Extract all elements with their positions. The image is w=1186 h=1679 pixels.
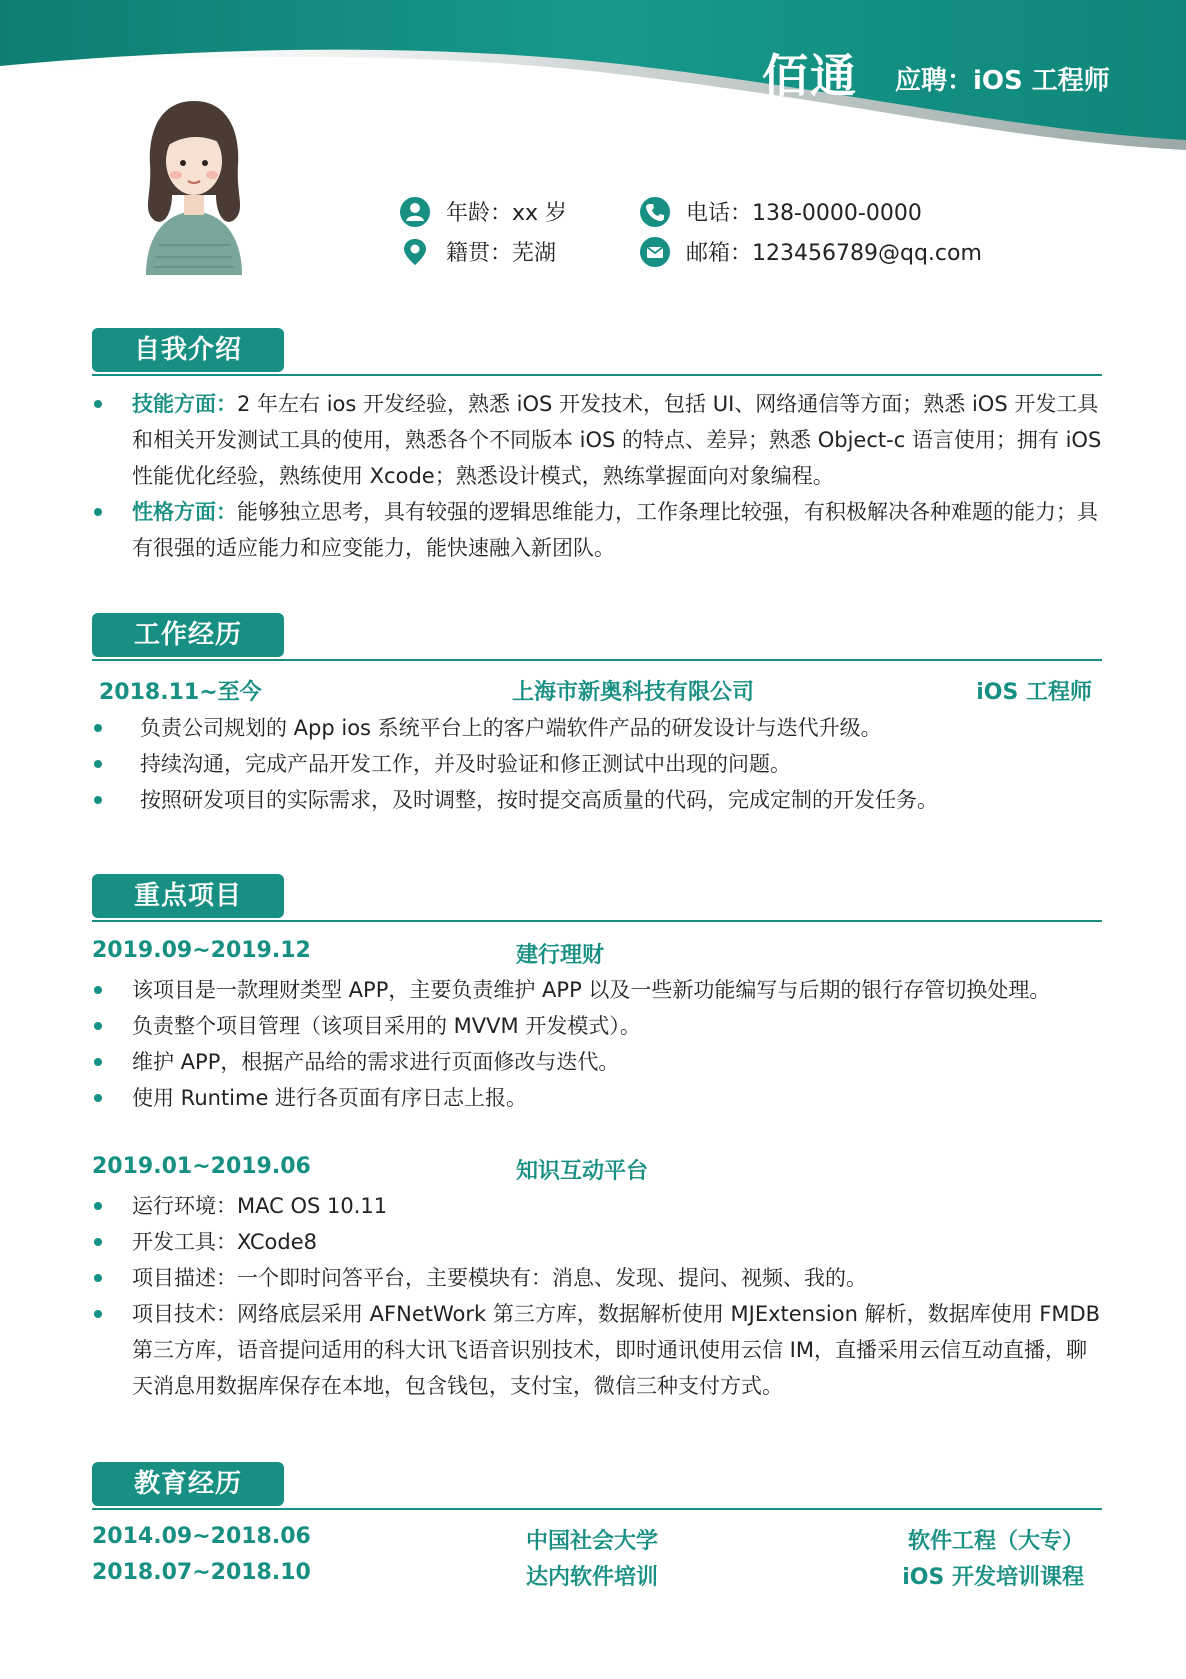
info-age [400, 196, 567, 227]
section-divider [92, 659, 1102, 661]
candidate-name: 佰通 [762, 49, 858, 103]
list-item: 维护 APP，根据产品给的需求进行页面修改与迭代。 [92, 1044, 1102, 1080]
list-item: 运行环境：MAC OS 10.11 [92, 1188, 1102, 1224]
section-title: 教育经历 [92, 1462, 284, 1506]
work-list [92, 710, 1102, 818]
project-header [92, 938, 1102, 970]
location-pin-icon [400, 237, 430, 267]
skills-text: 2 年左右 ios 开发经验，熟悉 iOS 开发技术，包括 UI、网络通信等方面；熟悉 iOS 开发工具和相关开发测试工具的使用，熟悉各个不同版本 iOS 的特点、差异；熟悉 Object-c 语言使用；拥有 iOS 性能优化经验，熟练使用 Xcode；熟悉设计模式，熟练掌握面向对象编程。 [132, 392, 1102, 488]
work-company: 上海市新奥科技有限公司 [512, 680, 755, 705]
email-text: 邮箱：123456789@qq.com [686, 241, 982, 266]
list-item: 负责整个项目管理（该项目采用的 MVVM 开发模式）。 [92, 1008, 1102, 1044]
list-item: 负责公司规划的 App ios 系统平台上的客户端软件产品的研发设计与迭代升级。 [92, 710, 1102, 746]
list-item: 项目描述：一个即时问答平台，主要模块有：消息、发现、提问、视频、我的。 [92, 1260, 1102, 1296]
avatar [138, 95, 250, 275]
project-list [92, 1188, 1102, 1404]
education-major: iOS 开发培训课程 [902, 1565, 1084, 1590]
section-divider [92, 374, 1102, 376]
section-title: 自我介绍 [92, 328, 284, 372]
education-row [92, 1560, 1102, 1592]
phone-text: 电话：138-0000-0000 [686, 201, 922, 226]
list-item: 持续沟通，完成产品开发工作，并及时验证和修正测试中出现的问题。 [92, 746, 1102, 782]
mail-icon [640, 237, 670, 267]
work-period: 2018.11~至今 [99, 680, 262, 705]
project-list [92, 972, 1102, 1116]
info-email [640, 236, 982, 267]
personality-text: 能够独立思考，具有较强的逻辑思维能力，工作条理比较强，有积极解决各种难题的能力；具有很强的适应能力和应变能力，能快速融入新团队。 [132, 500, 1098, 560]
project-header [92, 1154, 1102, 1186]
work-role: iOS 工程师 [976, 680, 1092, 705]
phone-icon [640, 197, 670, 227]
section-projects [92, 874, 1102, 922]
section-intro [92, 328, 1102, 376]
list-item: 按照研发项目的实际需求，及时调整，按时提交高质量的代码，完成定制的开发任务。 [92, 782, 1102, 818]
info-hometown [400, 236, 556, 267]
list-item: 该项目是一款理财类型 APP，主要负责维护 APP 以及一些新功能编写与后期的银行存管切换处理。 [92, 972, 1102, 1008]
list-item: 使用 Runtime 进行各页面有序日志上报。 [92, 1080, 1102, 1116]
section-education [92, 1462, 1102, 1510]
age-text: 年龄：xx 岁 [446, 201, 568, 226]
info-phone [640, 196, 922, 227]
personality-label: 性格方面： [132, 500, 237, 524]
education-school: 中国社会大学 [526, 1529, 659, 1554]
person-icon [400, 197, 430, 227]
skills-label: 技能方面： [132, 392, 237, 416]
section-title: 工作经历 [92, 613, 284, 657]
work-header [92, 675, 1102, 707]
project-period: 2019.09~2019.12 [92, 938, 311, 963]
section-work [92, 613, 1102, 661]
project-name: 建行理财 [516, 943, 605, 968]
education-row [92, 1524, 1102, 1556]
education-period: 2014.09~2018.06 [92, 1524, 311, 1549]
section-divider [92, 1508, 1102, 1510]
job-title: 应聘：iOS 工程师 [895, 66, 1110, 96]
section-title: 重点项目 [92, 874, 284, 918]
education-period: 2018.07~2018.10 [92, 1560, 311, 1585]
education-school: 达内软件培训 [526, 1565, 659, 1590]
project-period: 2019.01~2019.06 [92, 1154, 311, 1179]
section-divider [92, 920, 1102, 922]
list-item: 项目技术：网络底层采用 AFNetWork 第三方库，数据解析使用 MJExtension 解析，数据库使用 FMDB 第三方库，语音提问适用的科大讯飞语音识别技术，即时通讯使用云信 IM，直播采用云信互动直播，聊天消息用数据库保存在本地，包含钱包，支付宝，微信三种支付方式。 [92, 1296, 1102, 1404]
education-major: 软件工程（大专） [907, 1529, 1084, 1554]
list-item [92, 386, 1102, 494]
list-item [92, 494, 1102, 566]
list-item: 开发工具：XCode8 [92, 1224, 1102, 1260]
project-name: 知识互动平台 [516, 1159, 649, 1184]
intro-list [92, 386, 1102, 566]
hometown-text: 籍贯：芜湖 [446, 241, 557, 266]
